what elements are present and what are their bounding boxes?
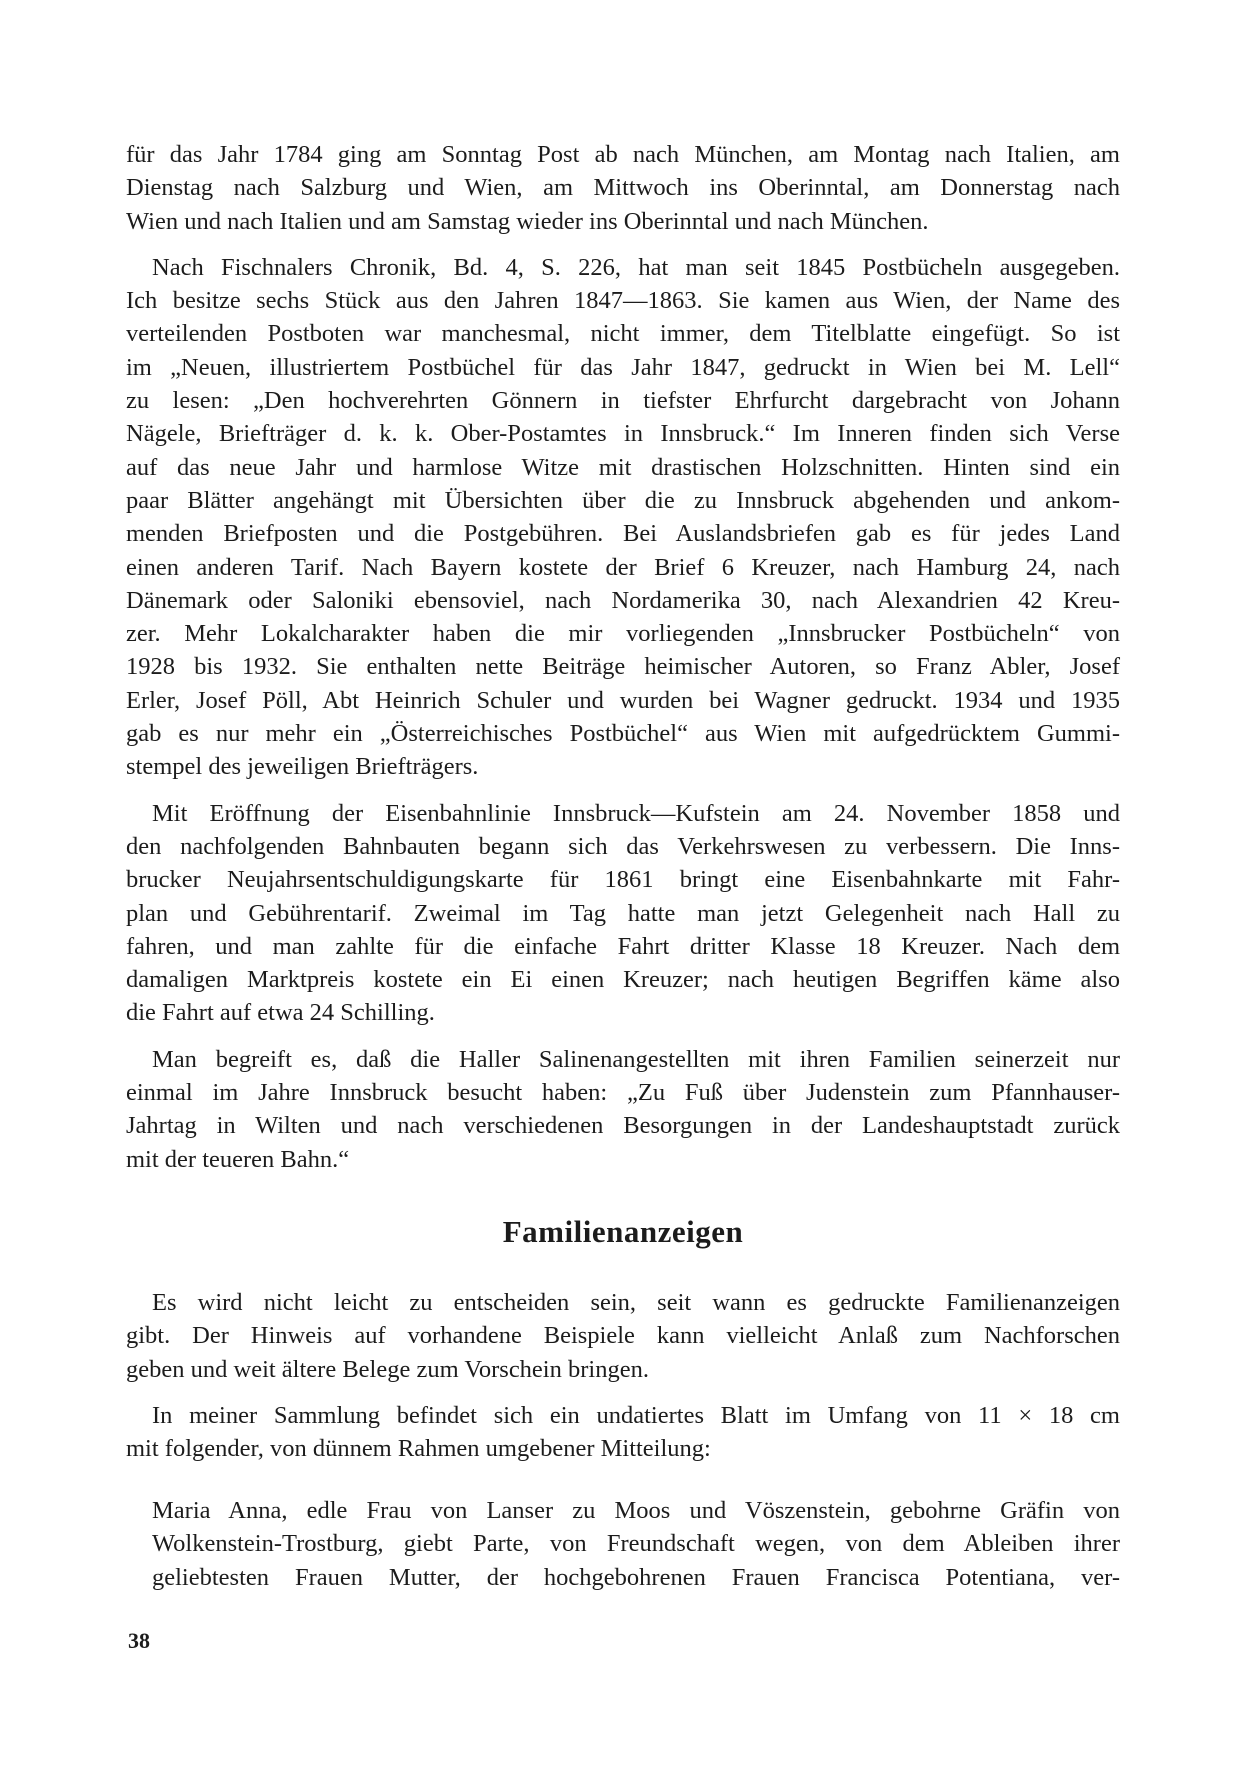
text-line: Es wird nicht leicht zu entscheiden sein, seit wann es gedruckte Familienanzeigen [152,1289,1120,1316]
text-line: den nachfolgenden Bahnbauten begann sich das Verkehrswesen zu verbessern. Die Inns- [126,832,1120,860]
text-line: plan und Gebührentarif. Zweimal im Tag hatte man jetzt Gelegenheit nach Hall zu [126,899,1120,927]
text-line: 1928 bis 1932. Sie enthalten nette Beiträge heimischer Autoren, so Franz Abler, Josef [126,653,1120,681]
text-line: zu lesen: „Den hochverehrten Gönnern in tiefster Ehrfurcht dargebracht von Johann [126,387,1120,415]
text-line: Wien und nach Italien und am Samstag wieder ins Oberinntal und nach München. [126,207,929,235]
text-line: zer. Mehr Lokalcharakter haben die mir vorliegenden „Innsbrucker Postbücheln“ von [126,620,1120,648]
text-line: Dienstag nach Salzburg und Wien, am Mittwoch ins Oberinntal, am Donnerstag nach [126,174,1120,202]
text-line: im „Neuen, illustriertem Postbüchel für das Jahr 1847, gedruckt in Wien bei M. Lell“ [126,353,1120,381]
paragraph-quote [152,1494,1120,1594]
paragraph-saline-workers [126,1043,1120,1176]
paragraph-postbuecheln [126,251,1120,784]
text-line: Jahrtag in Wilten und nach verschiedenen Besorgungen in der Landeshauptstadt zurück [126,1112,1120,1140]
section-familienanzeigen-body [126,1286,1120,1465]
text-line: mit der teueren Bahn.“ [126,1145,350,1173]
text-line: Mit Eröffnung der Eisenbahnlinie Innsbruck—Kufstein am 24. November 1858 und [152,799,1120,827]
text-line: Nach Fischnalers Chronik, Bd. 4, S. 226, hat man seit 1845 Postbücheln ausgegeben. [152,253,1120,281]
text-line: die Fahrt auf etwa 24 Schilling. [126,999,435,1027]
paragraph-collection [126,1399,1120,1466]
text-line: einen anderen Tarif. Nach Bayern kostete der Brief 6 Kreuzer, nach Hamburg 24, nach [126,553,1120,581]
text-line: auf das neue Jahr und harmlose Witze mit drastischen Holzschnitten. Hinten sind ein [126,453,1120,481]
text-line: damaligen Marktpreis kostete ein Ei einen Kreuzer; nach heutigen Begriffen käme also [126,966,1120,994]
text-line: stempel des jeweiligen Briefträgers. [126,753,479,781]
text-line: verteilenden Postboten war manchesmal, nicht immer, dem Titelblatte eingefügt. So ist [126,320,1120,348]
text-line: Wolkenstein-Trostburg, giebt Parte, von Freundschaft wegen, von dem Ableiben ihrer [152,1530,1120,1558]
text-line: fahren, und man zahlte für die einfache Fahrt dritter Klasse 18 Kreuzer. Nach dem [126,932,1120,960]
page-body [126,138,1120,1591]
text-line: paar Blätter angehängt mit Übersichten über die zu Innsbruck abgehenden und ankom- [126,486,1120,514]
text-line: geliebtesten Frauen Mutter, der hochgebohrenen Frauen Francisca Potentiana, ver- [152,1563,1120,1591]
text-line: geben und weit ältere Belege zum Vorschein bringen. [126,1355,649,1383]
text-line: Man begreift es, daß die Haller Salinenangestellten mit ihren Familien seinerzeit nur [152,1045,1120,1073]
text-line: Dänemark oder Saloniki ebensoviel, nach Nordamerika 30, nach Alexandrien 42 Kreu- [126,586,1120,614]
quoted-notice [152,1494,1120,1594]
text-line: für das Jahr 1784 ging am Sonntag Post ab nach München, am Montag nach Italien, am [126,141,1120,168]
text-line: brucker Neujahrsentschuldigungskarte für 1861 bringt eine Eisenbahnkarte mit Fahr- [126,866,1120,894]
paragraph-railway [126,797,1120,1030]
text-line: mit folgender, von dünnem Rahmen umgebener Mitteilung: [126,1435,711,1463]
text-line: gab es nur mehr ein „Österreichisches Postbüchel“ aus Wien mit aufgedrücktem Gummi- [126,720,1120,748]
paragraph-family-notices-intro [126,1286,1120,1386]
text-line: Erler, Josef Pöll, Abt Heinrich Schuler und wurden bei Wagner gedruckt. 1934 und 1935 [126,686,1120,714]
text-line: In meiner Sammlung befindet sich ein undatiertes Blatt im Umfang von 11 × 18 cm [152,1401,1120,1429]
text-line: menden Briefposten und die Postgebühren. Bei Auslandsbriefen gab es für jedes Land [126,520,1120,548]
text-line: Ich besitze sechs Stück aus den Jahren 1847—1863. Sie kamen aus Wien, der Name des [126,287,1120,315]
section-heading: Familienanzeigen [502,1214,744,1249]
page-number: 38 [128,1628,150,1653]
paragraph-postal-schedule [126,138,1120,238]
text-line: einmal im Jahre Innsbruck besucht haben: „Zu Fuß über Judenstein zum Pfannhauser- [126,1079,1120,1107]
text-line: Maria Anna, edle Frau von Lanser zu Moos und Vöszenstein, gebohrne Gräfin von [152,1497,1120,1524]
text-line: Nägele, Briefträger d. k. k. Ober-Postamtes in Innsbruck.“ Im Inneren finden sich Verse [126,420,1120,448]
text-line: gibt. Der Hinweis auf vorhandene Beispiele kann vielleicht Anlaß zum Nachforschen [126,1322,1120,1350]
